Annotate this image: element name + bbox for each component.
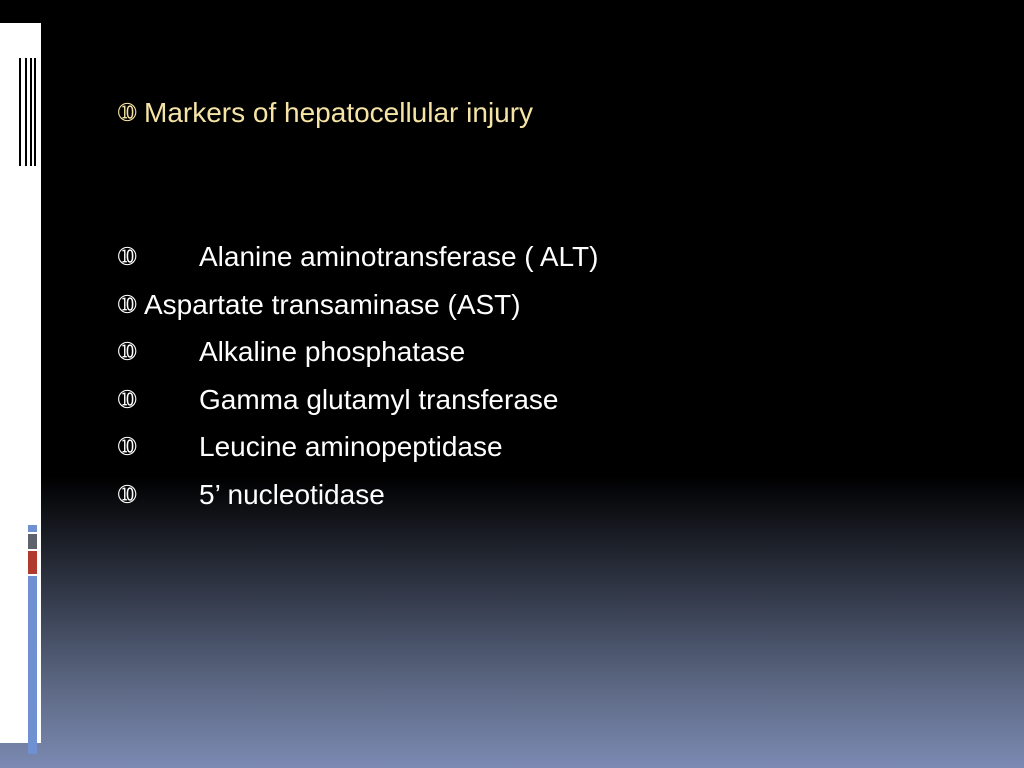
bullet-icon: ➉ (118, 386, 137, 412)
bullet-icon: ➉ (118, 100, 137, 125)
decorative-line (25, 58, 27, 166)
marker-list (118, 238, 598, 523)
accent-blue-bar (28, 576, 37, 754)
bullet-icon: ➉ (118, 481, 137, 507)
list-item (118, 238, 598, 286)
slide-title (118, 96, 533, 130)
bullet-icon: ➉ (118, 291, 137, 317)
left-decorative-strip (0, 23, 41, 743)
bullet-icon: ➉ (118, 434, 137, 459)
accent-blue-block (28, 525, 37, 532)
list-item (118, 428, 598, 476)
list-item (118, 381, 598, 429)
bullet-icon: ➉ (118, 339, 137, 364)
decorative-line (30, 58, 32, 166)
list-item-text: Aspartate transaminase (AST) (144, 288, 521, 320)
list-item-text: Leucine aminopeptidase (199, 431, 503, 462)
list-item (118, 476, 598, 524)
list-item-text: Alkaline phosphatase (199, 336, 466, 367)
decorative-line (19, 58, 21, 166)
list-item (118, 333, 598, 381)
slide-title-text: Markers of hepatocellular injury (144, 97, 534, 128)
decorative-line (34, 58, 36, 166)
accent-red-block (28, 551, 37, 574)
bullet-icon: ➉ (118, 244, 137, 269)
list-item-text: Alanine aminotransferase ( ALT) (199, 241, 599, 272)
list-item-text: Gamma glutamyl transferase (199, 383, 559, 415)
list-item (118, 286, 598, 334)
list-item-text: 5’ nucleotidase (199, 478, 385, 510)
accent-gray-block (28, 534, 37, 549)
